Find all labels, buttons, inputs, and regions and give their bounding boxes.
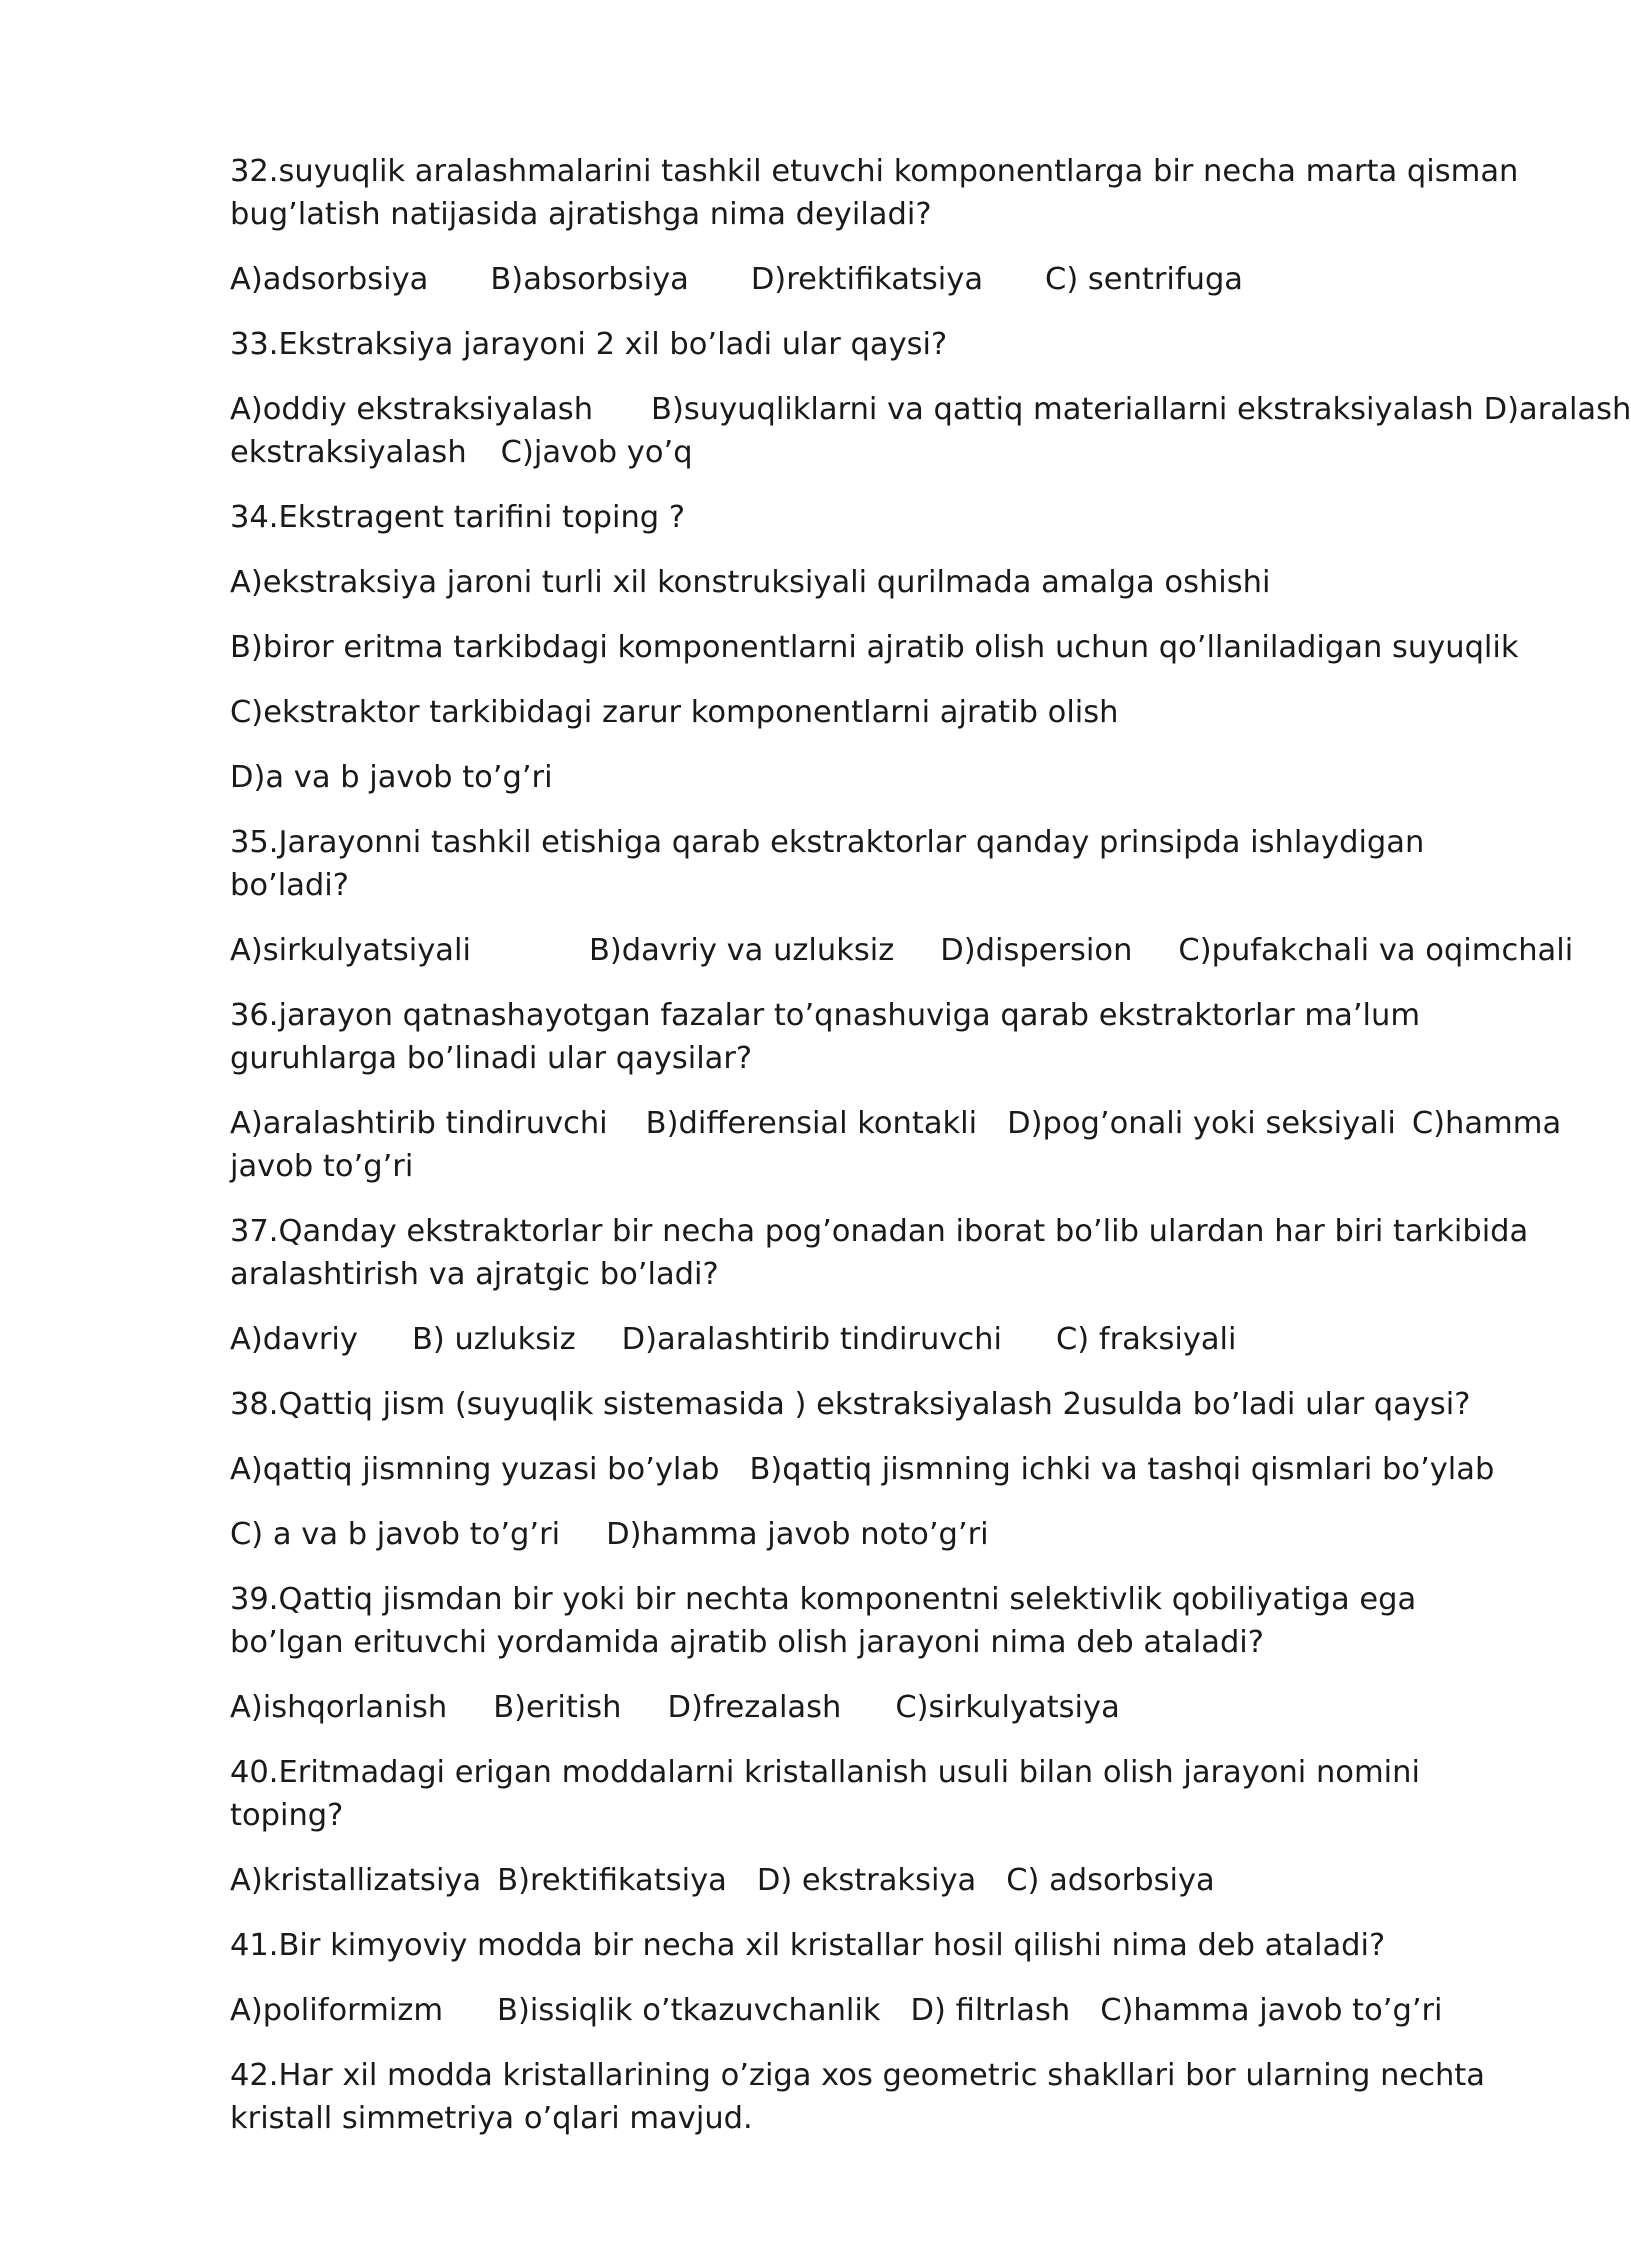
- question-42: 42.Har xil modda kristallarining o’ziga xos geometric shakllari bor ularning nechta kristall simmetriya o’qlari mavjud.: [230, 2058, 1485, 2136]
- option-d: D)a va b javob to’g’ri: [230, 760, 553, 795]
- options-36: [230, 1102, 1562, 1188]
- options-38-row1: [230, 1448, 1530, 1491]
- question-33: 33.Ekstraksiya jarayoni 2 xil bo’ladi ular qaysi?: [230, 327, 948, 362]
- question-39: 39.Qattiq jismdan bir yoki bir nechta komponentni selektivlik qobiliyatiga ega bo’lgan erituvchi yordamida ajratib olish jarayoni nima deb ataladi?: [230, 1582, 1417, 1660]
- option-b: B)suyuqliklarni va qattiq materiallarni ekstraksiyalash: [651, 392, 1474, 427]
- option-d: D)aralashtirib tindiruvchi: [621, 1322, 1002, 1357]
- option-d: D)aralash ekstraksiyalash: [230, 392, 1631, 470]
- option-a: A)oddiy ekstraksiyalash: [230, 392, 594, 427]
- options-37: [230, 1318, 1530, 1361]
- options-33: [230, 388, 1631, 474]
- option-a: A)aralashtirib tindiruvchi: [230, 1106, 608, 1141]
- option-c: C)sirkulyatsiya: [895, 1690, 1120, 1725]
- options-38-row2: [230, 1513, 1530, 1556]
- option-a: A)ekstraksiya jaroni turli xil konstruksiyali qurilmada amalga oshishi: [230, 565, 1271, 600]
- options-39: [230, 1686, 1530, 1729]
- option-c: C) sentrifuga: [1045, 262, 1243, 297]
- question-41: 41.Bir kimyoviy modda bir necha xil kristallar hosil qilishi nima deb ataladi?: [230, 1928, 1386, 1963]
- option-a: A)poliformizm: [230, 1993, 444, 2028]
- options-40: [230, 1859, 1530, 1902]
- option-c: C)javob yo’q: [500, 435, 693, 470]
- question-34: 34.Ekstragent tarifini toping ?: [230, 500, 686, 535]
- option-b: B)absorbsiya: [490, 262, 689, 297]
- options-35: [230, 929, 1574, 972]
- question-32: 32.suyuqlik aralashmalarini tashkil etuvchi komponentlarga bir necha marta qisman bug’latish natijasida ajratishga nima deyiladi?: [230, 154, 1519, 232]
- option-b: B)qattiq jismning ichki va tashqi qismlari bo’ylab: [749, 1452, 1495, 1487]
- option-b: B) uzluksiz: [411, 1322, 576, 1357]
- option-d: D)frezalash: [667, 1690, 842, 1725]
- option-d: D) ekstraksiya: [756, 1863, 977, 1898]
- document-page: [230, 150, 1631, 2162]
- option-c: C)hamma javob to’g’ri: [230, 1106, 1562, 1184]
- option-b: B)differensial kontakli: [645, 1106, 978, 1141]
- option-a: A)sirkulyatsiyali: [230, 933, 471, 968]
- options-32: [230, 258, 1530, 301]
- option-b: B)davriy va uzluksiz: [588, 933, 895, 968]
- option-c: C) fraksiyali: [1055, 1322, 1237, 1357]
- question-37: 37.Qanday ekstraktorlar bir necha pog’onadan iborat bo’lib ulardan har biri tarkibida aralashtirish va ajratgic bo’ladi?: [230, 1214, 1529, 1292]
- option-a: A)adsorbsiya: [230, 262, 429, 297]
- option-b: B)eritish: [493, 1690, 622, 1725]
- question-36: 36.jarayon qatnashayotgan fazalar to’qnashuviga qarab ekstraktorlar ma’lum guruhlarga bo’linadi ular qaysilar?: [230, 998, 1421, 1076]
- option-c: C) adsorbsiya: [1006, 1863, 1215, 1898]
- option-b: B)rektifikatsiya: [497, 1863, 727, 1898]
- option-d: D)hamma javob noto’g’ri: [606, 1517, 989, 1552]
- options-41: [230, 1989, 1530, 2032]
- option-c: C)hamma javob to’g’ri: [1100, 1993, 1443, 2028]
- option-a: A)davriy: [230, 1322, 358, 1357]
- option-d: D)dispersion: [940, 933, 1133, 968]
- option-b: B)issiqlik o’tkazuvchanlik: [497, 1993, 881, 2028]
- option-a: A)ishqorlanish: [230, 1690, 448, 1725]
- question-35: 35.Jarayonni tashkil etishiga qarab ekstraktorlar qanday prinsipda ishlaydigan bo’ladi?: [230, 825, 1425, 903]
- option-d: D)pog’onali yoki seksiyali: [1007, 1106, 1396, 1141]
- option-d: D) filtrlash: [910, 1993, 1071, 2028]
- option-a: A)kristallizatsiya: [230, 1863, 482, 1898]
- option-b: B)biror eritma tarkibdagi komponentlarni ajratib olish uchun qo’llaniladigan suyuqlik: [230, 630, 1519, 665]
- option-a: A)qattiq jismning yuzasi bo’ylab: [230, 1452, 720, 1487]
- option-c: C)ekstraktor tarkibidagi zarur komponentlarni ajratib olish: [230, 695, 1119, 730]
- question-38: 38.Qattiq jism (suyuqlik sistemasida ) ekstraksiyalash 2usulda bo’ladi ular qaysi?: [230, 1387, 1471, 1422]
- question-40: 40.Eritmadagi erigan moddalarni kristallanish usuli bilan olish jarayoni nomini toping?: [230, 1755, 1420, 1833]
- option-c: C)pufakchali va oqimchali: [1178, 933, 1574, 968]
- option-d: D)rektifikatsiya: [750, 262, 984, 297]
- option-c: C) a va b javob to’g’ri: [230, 1517, 561, 1552]
